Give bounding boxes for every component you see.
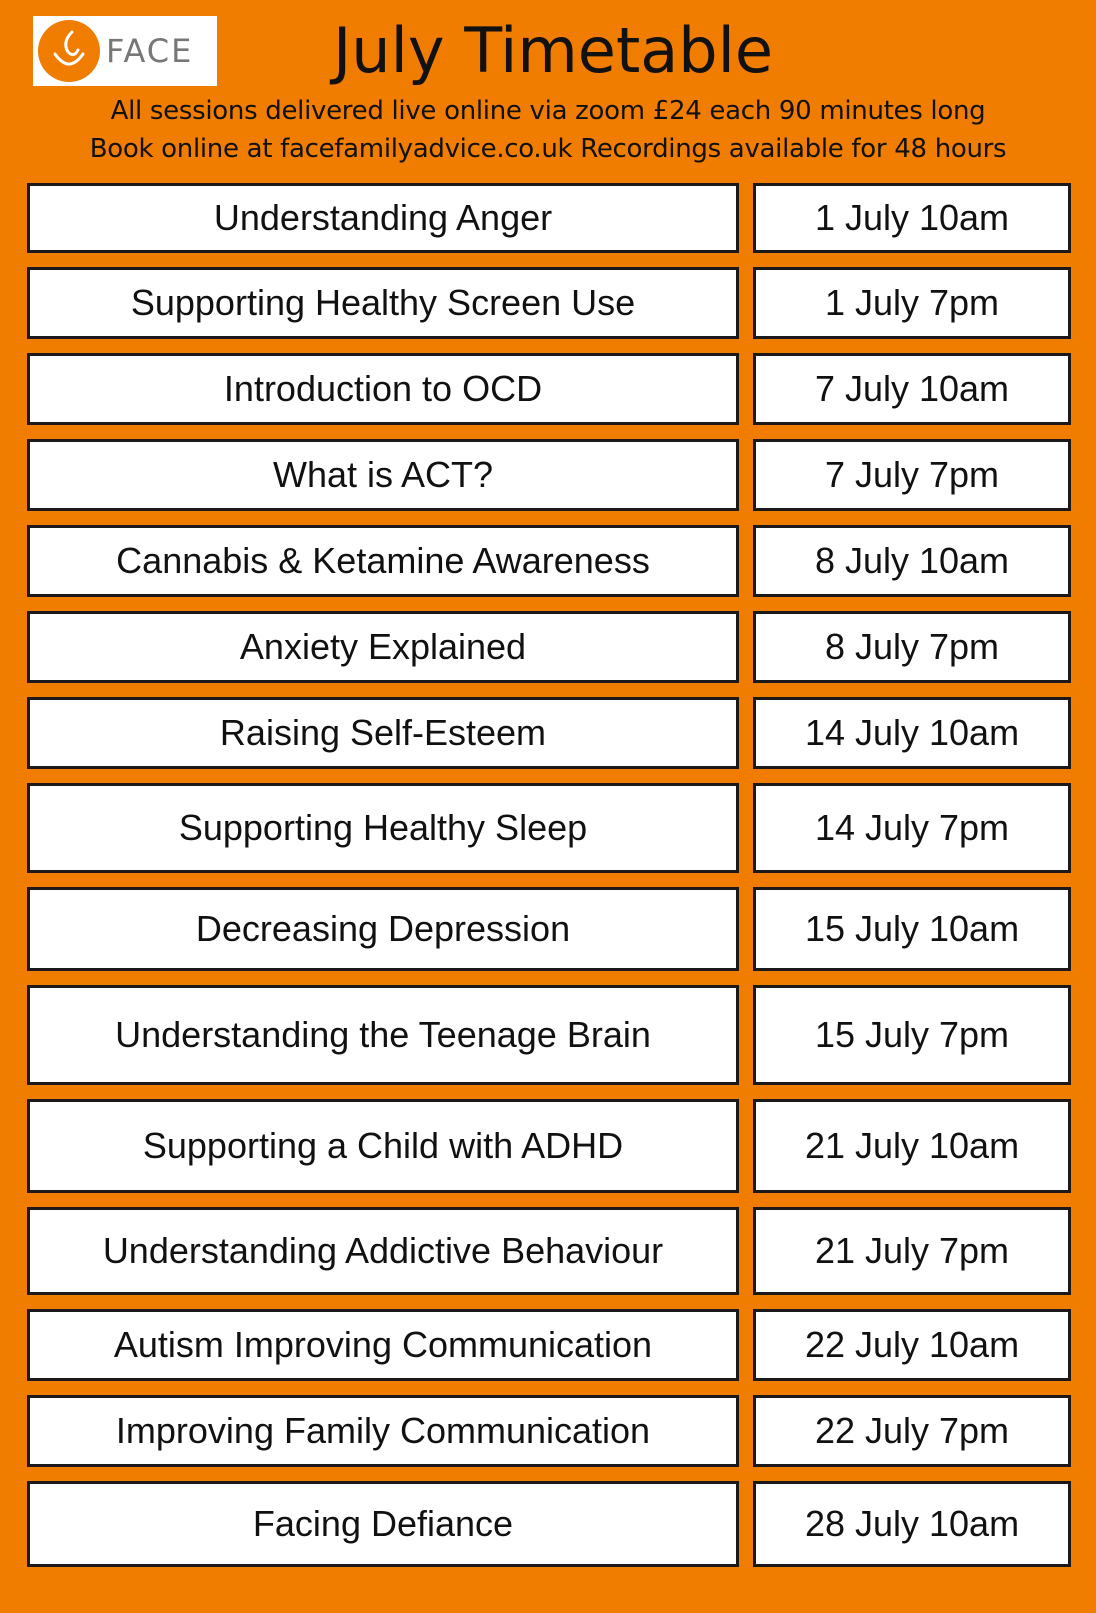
timetable-row (27, 353, 1071, 425)
timetable-row (27, 985, 1071, 1085)
session-date: 22 July 7pm (753, 1395, 1071, 1467)
session-title: Decreasing Depression (27, 887, 739, 971)
session-title: Supporting a Child with ADHD (27, 1099, 739, 1193)
subtitle-sessions-info: All sessions delivered live online via zoom £24 each 90 minutes long (110, 96, 986, 126)
session-title: Understanding Addictive Behaviour (27, 1207, 739, 1295)
timetable-row (27, 1207, 1071, 1295)
session-date: 15 July 7pm (753, 985, 1071, 1085)
timetable-row (27, 525, 1071, 597)
timetable-row (27, 887, 1071, 971)
session-date: 14 July 10am (753, 697, 1071, 769)
session-date: 21 July 7pm (753, 1207, 1071, 1295)
timetable-row (27, 1099, 1071, 1193)
subtitle-booking-info: Book online at facefamilyadvice.co.uk Recordings available for 48 hours (89, 134, 1007, 164)
session-title: Supporting Healthy Screen Use (27, 267, 739, 339)
session-title: Anxiety Explained (27, 611, 739, 683)
timetable-row (27, 267, 1071, 339)
session-date: 7 July 10am (753, 353, 1071, 425)
timetable-row (27, 1481, 1071, 1567)
timetable (27, 183, 1071, 1581)
session-title: Introduction to OCD (27, 353, 739, 425)
session-date: 1 July 10am (753, 183, 1071, 253)
page-title: July Timetable (333, 14, 773, 87)
session-date: 1 July 7pm (753, 267, 1071, 339)
timetable-row (27, 783, 1071, 873)
session-date: 14 July 7pm (753, 783, 1071, 873)
session-date: 7 July 7pm (753, 439, 1071, 511)
session-date: 22 July 10am (753, 1309, 1071, 1381)
session-title: Raising Self-Esteem (27, 697, 739, 769)
session-date: 21 July 10am (753, 1099, 1071, 1193)
timetable-row (27, 697, 1071, 769)
logo-text: FACE (106, 32, 194, 70)
session-date: 8 July 7pm (753, 611, 1071, 683)
timetable-row (27, 183, 1071, 253)
session-title: Improving Family Communication (27, 1395, 739, 1467)
session-date: 8 July 10am (753, 525, 1071, 597)
session-title: Understanding Anger (27, 183, 739, 253)
timetable-row (27, 1309, 1071, 1381)
session-title: Understanding the Teenage Brain (27, 985, 739, 1085)
session-title: Autism Improving Communication (27, 1309, 739, 1381)
session-title: Facing Defiance (27, 1481, 739, 1567)
session-date: 28 July 10am (753, 1481, 1071, 1567)
session-date: 15 July 10am (753, 887, 1071, 971)
session-title: Supporting Healthy Sleep (27, 783, 739, 873)
timetable-row (27, 439, 1071, 511)
timetable-row (27, 611, 1071, 683)
session-title: What is ACT? (27, 439, 739, 511)
timetable-row (27, 1395, 1071, 1467)
session-title: Cannabis & Ketamine Awareness (27, 525, 739, 597)
